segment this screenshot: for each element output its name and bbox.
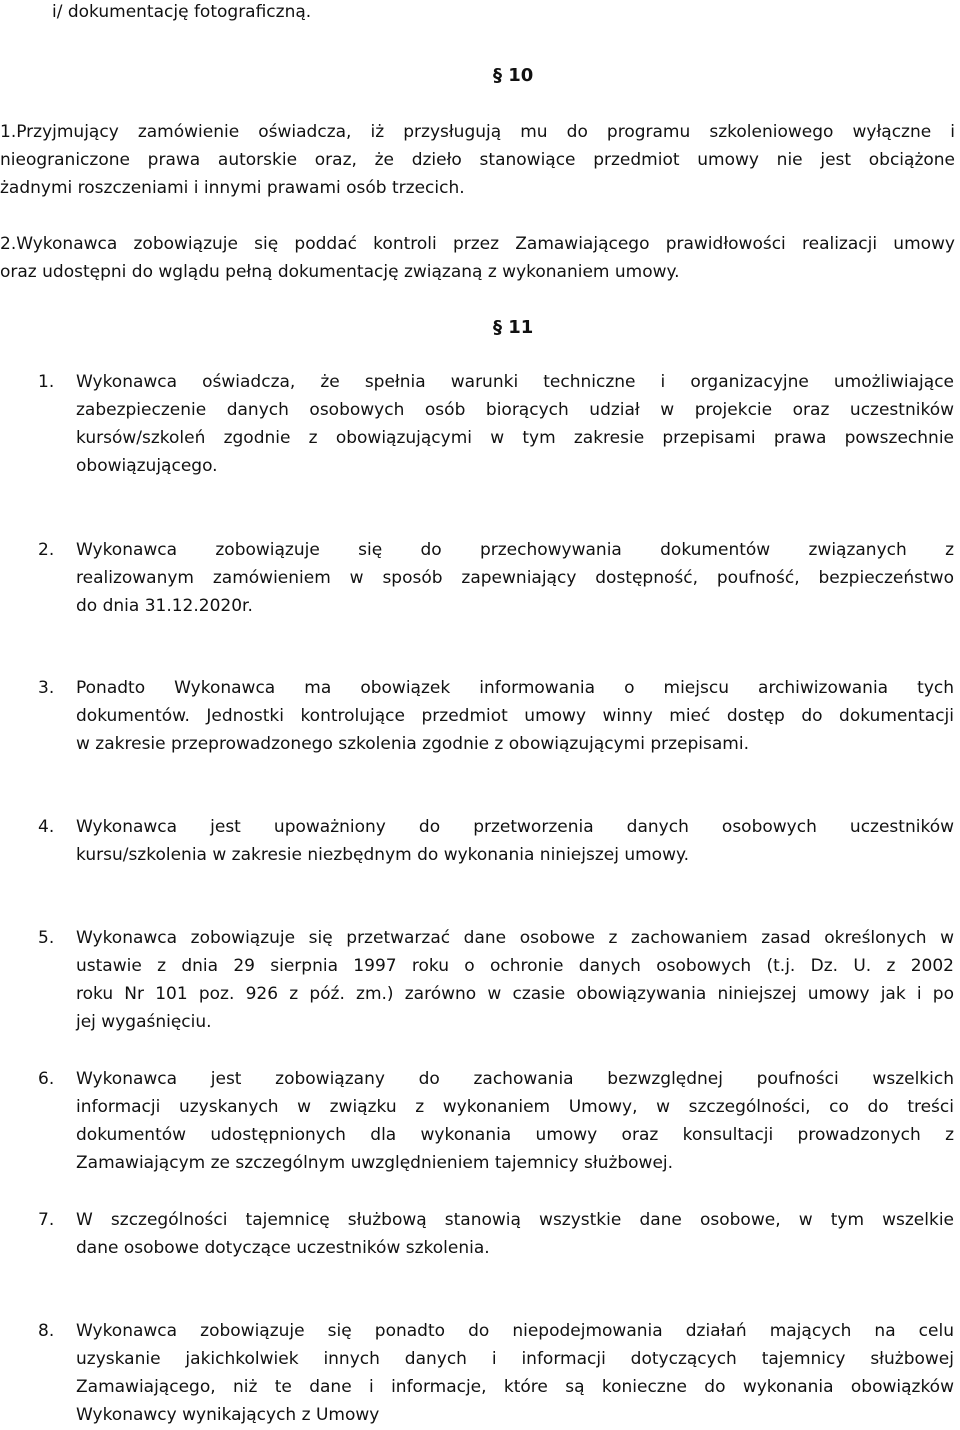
item-line: do dnia 31.12.2020r. (76, 596, 253, 616)
item-line: dane osobowe dotyczące uczestników szkolenia. (76, 1238, 490, 1258)
section-11-item-7 (76, 1206, 954, 1262)
item-line: informacji uzyskanych w związku z wykonaniem Umowy, w szczególności, co do treści (76, 1097, 954, 1117)
item-line: ustawie z dnia 29 sierpnia 1997 roku o ochronie danych osobowych (t.j. Dz. U. z 2002 (76, 956, 954, 976)
item-number: 7. (38, 1210, 55, 1230)
item-line: Wykonawca zobowiązuje się przetwarzać dane osobowe z zachowaniem zasad określonych w (76, 928, 954, 948)
paragraph-line: 2.Wykonawca zobowiązuje się poddać kontroli przez Zamawiającego prawidłowości realizacji umowy (0, 234, 955, 254)
section-11-item-8 (76, 1317, 954, 1429)
item-number: 8. (38, 1321, 55, 1341)
item-number: 6. (38, 1069, 55, 1089)
item-number: 2. (38, 540, 55, 560)
item-number: 1. (38, 372, 55, 392)
paragraph-line: oraz udostępni do wglądu pełną dokumentację związaną z wykonaniem umowy. (0, 262, 680, 282)
item-line: uzyskanie jakichkolwiek innych danych i informacji dotyczących tajemnicy służbowej (76, 1349, 954, 1369)
section-10-heading: § 10 (493, 65, 534, 86)
section-11-item-3 (76, 674, 954, 758)
item-line: Zamawiającym ze szczególnym uwzględnieniem tajemnicy służbowej. (76, 1153, 674, 1173)
item-line: jej wygaśnięciu. (76, 1012, 212, 1032)
item-number: 3. (38, 678, 55, 698)
section-11-item-1 (76, 368, 954, 480)
item-line: Wykonawca jest zobowiązany do zachowania bezwzględnej poufności wszelkich (76, 1069, 954, 1089)
item-line: dokumentów. Jednostki kontrolujące przedmiot umowy winny mieć dostęp do dokumentacji (76, 706, 954, 726)
item-number: 4. (38, 817, 55, 837)
item-line: Wykonawca jest upoważniony do przetworzenia danych osobowych uczestników (76, 817, 954, 837)
item-line: Wykonawca oświadcza, że spełnia warunki techniczne i organizacyjne umożliwiające (76, 372, 954, 392)
item-number: 5. (38, 928, 55, 948)
paragraph-line: 1.Przyjmujący zamówienie oświadcza, iż przysługują mu do programu szkoleniowego wyłączne i (0, 122, 955, 142)
section-11-item-5 (76, 924, 954, 1036)
item-line: w zakresie przeprowadzonego szkolenia zgodnie z obowiązującymi przepisami. (76, 734, 749, 754)
item-line: Ponadto Wykonawca ma obowiązek informowania o miejscu archiwizowania tych (76, 678, 954, 698)
section-11-item-6 (76, 1065, 954, 1177)
item-line: Wykonawcy wynikających z Umowy (76, 1405, 380, 1425)
section-11-item-4 (76, 813, 954, 869)
item-line: Zamawiającego, niż te dane i informacje, które są konieczne do wykonania obowiązków (76, 1377, 954, 1397)
section-11-item-2 (76, 536, 954, 620)
item-line: kursów/szkoleń zgodnie z obowiązującymi w tym zakresie przepisami prawa powszechnie (76, 428, 954, 448)
section-10-paragraph-2 (0, 230, 955, 286)
header-line: i/ dokumentację fotograficzną. (52, 2, 312, 22)
paragraph-line: żadnymi roszczeniami i innymi prawami osób trzecich. (0, 178, 465, 198)
item-line: realizowanym zamówieniem w sposób zapewniający dostępność, poufność, bezpieczeństwo (76, 568, 954, 588)
paragraph-line: nieograniczone prawa autorskie oraz, że dzieło stanowiące przedmiot umowy nie jest obciążone (0, 150, 955, 170)
item-line: obowiązującego. (76, 456, 218, 476)
item-line: zabezpieczenie danych osobowych osób biorących udział w projekcie oraz uczestników (76, 400, 954, 420)
item-line: Wykonawca zobowiązuje się ponadto do niepodejmowania działań mających na celu (76, 1321, 954, 1341)
section-11-heading: § 11 (493, 317, 534, 338)
item-line: kursu/szkolenia w zakresie niezbędnym do wykonania niniejszej umowy. (76, 845, 690, 865)
item-line: dokumentów udostępnionych dla wykonania umowy oraz konsultacji prowadzonych z (76, 1125, 954, 1145)
item-line: Wykonawca zobowiązuje się do przechowywania dokumentów związanych z (76, 540, 954, 560)
item-line: roku Nr 101 poz. 926 z póź. zm.) zarówno w czasie obowiązywania niniejszej umowy jak i po (76, 984, 954, 1004)
item-line: W szczególności tajemnicę służbową stanowią wszystkie dane osobowe, w tym wszelkie (76, 1210, 954, 1230)
section-10-paragraph-1 (0, 118, 955, 202)
